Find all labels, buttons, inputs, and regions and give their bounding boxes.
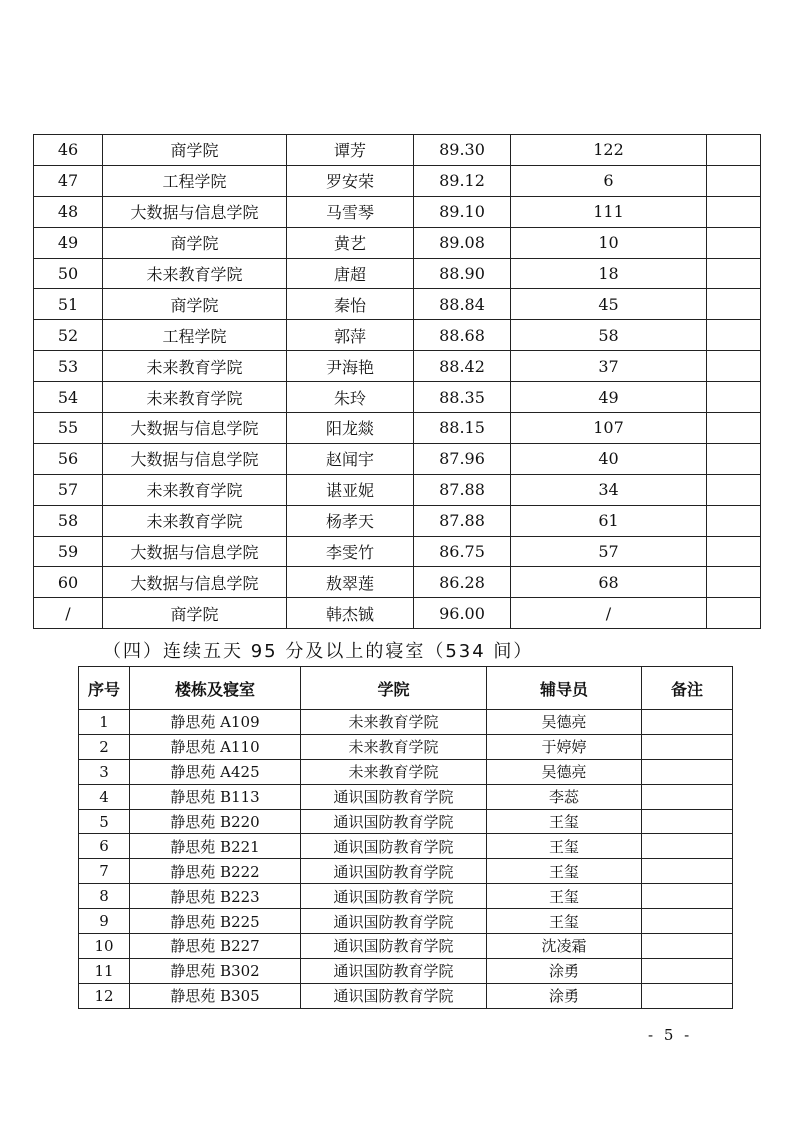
cell-note — [642, 809, 733, 834]
cell-name: 秦怡 — [287, 289, 414, 320]
cell-college: 工程学院 — [103, 165, 287, 196]
cell-college: 商学院 — [103, 289, 287, 320]
table-row — [79, 958, 733, 983]
header-row — [79, 667, 733, 710]
cell-room: 静思苑 B113 — [130, 784, 301, 809]
cell-rank: 10 — [511, 227, 707, 258]
cell-college: 未来教育学院 — [103, 505, 287, 536]
table-row — [79, 909, 733, 934]
cell-room: 静思苑 B221 — [130, 834, 301, 859]
cell-rank: 34 — [511, 474, 707, 505]
cell-college: 未来教育学院 — [103, 474, 287, 505]
cell-note — [707, 351, 761, 382]
cell-note — [642, 834, 733, 859]
cell-room: 静思苑 B227 — [130, 934, 301, 959]
cell-name: 阳龙燚 — [287, 413, 414, 444]
cell-no: 8 — [79, 884, 130, 909]
cell-note — [707, 258, 761, 289]
cell-counselor: 吴德亮 — [487, 710, 642, 735]
table-row — [79, 734, 733, 759]
cell-no: 50 — [34, 258, 103, 289]
table-row — [79, 809, 733, 834]
table-row — [79, 834, 733, 859]
cell-note — [642, 983, 733, 1008]
cell-no: 4 — [79, 784, 130, 809]
cell-rank: 68 — [511, 567, 707, 598]
cell-college: 未来教育学院 — [301, 759, 487, 784]
cell-note — [642, 934, 733, 959]
cell-rank: 107 — [511, 413, 707, 444]
cell-rank: 37 — [511, 351, 707, 382]
header-room: 楼栋及寝室 — [130, 667, 301, 710]
cell-counselor: 王玺 — [487, 909, 642, 934]
cell-name: 黄艺 — [287, 227, 414, 258]
cell-name: 郭萍 — [287, 320, 414, 351]
cell-no: 12 — [79, 983, 130, 1008]
table-row — [79, 784, 733, 809]
cell-note — [707, 135, 761, 166]
cell-college: 未来教育学院 — [103, 258, 287, 289]
cell-no: 54 — [34, 382, 103, 413]
cell-note — [642, 884, 733, 909]
cell-score: 88.84 — [414, 289, 511, 320]
cell-rank: 6 — [511, 165, 707, 196]
cell-no: 52 — [34, 320, 103, 351]
cell-rank: 122 — [511, 135, 707, 166]
cell-room: 静思苑 B222 — [130, 859, 301, 884]
table-row — [34, 536, 761, 567]
cell-college: 大数据与信息学院 — [103, 567, 287, 598]
cell-note — [642, 909, 733, 934]
cell-no: 2 — [79, 734, 130, 759]
cell-note — [642, 710, 733, 735]
cell-no: / — [34, 598, 103, 629]
table-row — [34, 413, 761, 444]
cell-no: 53 — [34, 351, 103, 382]
cell-counselor: 涂勇 — [487, 958, 642, 983]
cell-name: 李雯竹 — [287, 536, 414, 567]
header-no: 序号 — [79, 667, 130, 710]
student-ranking-table-body — [34, 135, 761, 629]
cell-name: 赵闻宇 — [287, 443, 414, 474]
cell-no: 5 — [79, 809, 130, 834]
table-row — [34, 382, 761, 413]
cell-note — [707, 413, 761, 444]
cell-name: 杨孝天 — [287, 505, 414, 536]
cell-no: 11 — [79, 958, 130, 983]
cell-no: 1 — [79, 710, 130, 735]
cell-score: 87.88 — [414, 474, 511, 505]
cell-college: 大数据与信息学院 — [103, 536, 287, 567]
cell-no: 48 — [34, 196, 103, 227]
cell-note — [642, 859, 733, 884]
cell-counselor: 李蕊 — [487, 784, 642, 809]
cell-name: 朱玲 — [287, 382, 414, 413]
table-row — [34, 289, 761, 320]
cell-rank: 111 — [511, 196, 707, 227]
dormitory-table — [78, 666, 733, 1009]
cell-rank: 18 — [511, 258, 707, 289]
cell-score: 89.12 — [414, 165, 511, 196]
table-row — [79, 934, 733, 959]
dormitory-table-body — [79, 710, 733, 1009]
cell-college: 大数据与信息学院 — [103, 196, 287, 227]
cell-no: 3 — [79, 759, 130, 784]
cell-college: 未来教育学院 — [301, 734, 487, 759]
cell-note — [707, 443, 761, 474]
cell-college: 通识国防教育学院 — [301, 884, 487, 909]
cell-college: 通识国防教育学院 — [301, 983, 487, 1008]
cell-note — [707, 567, 761, 598]
cell-score: 86.75 — [414, 536, 511, 567]
cell-note — [707, 505, 761, 536]
cell-room: 静思苑 B223 — [130, 884, 301, 909]
cell-counselor: 王玺 — [487, 809, 642, 834]
table-row — [34, 196, 761, 227]
table-row — [34, 351, 761, 382]
table-row — [34, 227, 761, 258]
cell-counselor: 沈凌霜 — [487, 934, 642, 959]
cell-counselor: 于婷婷 — [487, 734, 642, 759]
cell-college: 通识国防教育学院 — [301, 934, 487, 959]
cell-college: 商学院 — [103, 227, 287, 258]
table-row — [34, 258, 761, 289]
cell-note — [707, 227, 761, 258]
cell-note — [642, 784, 733, 809]
cell-rank: 49 — [511, 382, 707, 413]
cell-note — [642, 734, 733, 759]
cell-note — [707, 536, 761, 567]
cell-score: 89.08 — [414, 227, 511, 258]
cell-rank: 40 — [511, 443, 707, 474]
table-row — [34, 165, 761, 196]
cell-score: 89.30 — [414, 135, 511, 166]
table-row — [34, 598, 761, 629]
cell-note — [707, 598, 761, 629]
cell-college: 工程学院 — [103, 320, 287, 351]
table-row — [34, 505, 761, 536]
table-row — [34, 474, 761, 505]
section-heading: （四）连续五天 95 分及以上的寝室（534 间） — [103, 641, 534, 662]
dormitory-table-header — [79, 667, 733, 710]
cell-note — [707, 289, 761, 320]
cell-college: 未来教育学院 — [103, 351, 287, 382]
cell-name: 尹海艳 — [287, 351, 414, 382]
cell-college: 通识国防教育学院 — [301, 834, 487, 859]
cell-no: 57 — [34, 474, 103, 505]
cell-note — [707, 320, 761, 351]
cell-score: 87.88 — [414, 505, 511, 536]
cell-score: 88.35 — [414, 382, 511, 413]
cell-no: 9 — [79, 909, 130, 934]
cell-no: 58 — [34, 505, 103, 536]
cell-college: 通识国防教育学院 — [301, 859, 487, 884]
cell-room: 静思苑 B305 — [130, 983, 301, 1008]
cell-note — [707, 196, 761, 227]
cell-counselor: 王玺 — [487, 834, 642, 859]
cell-rank: 58 — [511, 320, 707, 351]
cell-note — [642, 958, 733, 983]
cell-room: 静思苑 A425 — [130, 759, 301, 784]
cell-no: 49 — [34, 227, 103, 258]
cell-rank: 61 — [511, 505, 707, 536]
cell-name: 韩杰铖 — [287, 598, 414, 629]
cell-room: 静思苑 B302 — [130, 958, 301, 983]
cell-no: 47 — [34, 165, 103, 196]
table-row — [79, 884, 733, 909]
cell-college: 商学院 — [103, 598, 287, 629]
cell-note — [707, 165, 761, 196]
cell-no: 7 — [79, 859, 130, 884]
table-row — [34, 135, 761, 166]
cell-room: 静思苑 A110 — [130, 734, 301, 759]
cell-college: 通识国防教育学院 — [301, 784, 487, 809]
cell-score: 88.42 — [414, 351, 511, 382]
table-row — [79, 710, 733, 735]
cell-no: 56 — [34, 443, 103, 474]
page-number: - 5 - — [648, 1026, 693, 1044]
cell-score: 88.68 — [414, 320, 511, 351]
cell-score: 89.10 — [414, 196, 511, 227]
cell-no: 60 — [34, 567, 103, 598]
cell-no: 59 — [34, 536, 103, 567]
cell-note — [707, 474, 761, 505]
header-note: 备注 — [642, 667, 733, 710]
cell-college: 大数据与信息学院 — [103, 443, 287, 474]
cell-name: 谭芳 — [287, 135, 414, 166]
cell-no: 10 — [79, 934, 130, 959]
cell-name: 唐超 — [287, 258, 414, 289]
cell-counselor: 王玺 — [487, 859, 642, 884]
table-row — [79, 759, 733, 784]
table-row — [34, 320, 761, 351]
cell-score: 86.28 — [414, 567, 511, 598]
cell-college: 未来教育学院 — [301, 710, 487, 735]
header-college: 学院 — [301, 667, 487, 710]
cell-name: 谌亚妮 — [287, 474, 414, 505]
cell-no: 6 — [79, 834, 130, 859]
cell-name: 敖翠莲 — [287, 567, 414, 598]
table-row — [79, 983, 733, 1008]
cell-counselor: 王玺 — [487, 884, 642, 909]
cell-score: 88.15 — [414, 413, 511, 444]
cell-room: 静思苑 A109 — [130, 710, 301, 735]
cell-college: 商学院 — [103, 135, 287, 166]
header-counselor: 辅导员 — [487, 667, 642, 710]
cell-note — [642, 759, 733, 784]
student-ranking-table — [33, 134, 761, 629]
cell-rank: / — [511, 598, 707, 629]
cell-no: 46 — [34, 135, 103, 166]
cell-no: 55 — [34, 413, 103, 444]
cell-score: 88.90 — [414, 258, 511, 289]
cell-counselor: 涂勇 — [487, 983, 642, 1008]
table-row — [79, 859, 733, 884]
cell-rank: 57 — [511, 536, 707, 567]
cell-room: 静思苑 B220 — [130, 809, 301, 834]
cell-counselor: 吴德亮 — [487, 759, 642, 784]
table-row — [34, 443, 761, 474]
cell-room: 静思苑 B225 — [130, 909, 301, 934]
cell-college: 未来教育学院 — [103, 382, 287, 413]
cell-college: 大数据与信息学院 — [103, 413, 287, 444]
cell-score: 87.96 — [414, 443, 511, 474]
cell-note — [707, 382, 761, 413]
cell-name: 马雪琴 — [287, 196, 414, 227]
cell-college: 通识国防教育学院 — [301, 958, 487, 983]
cell-score: 96.00 — [414, 598, 511, 629]
cell-college: 通识国防教育学院 — [301, 809, 487, 834]
cell-rank: 45 — [511, 289, 707, 320]
cell-no: 51 — [34, 289, 103, 320]
cell-college: 通识国防教育学院 — [301, 909, 487, 934]
table-row — [34, 567, 761, 598]
cell-name: 罗安荣 — [287, 165, 414, 196]
